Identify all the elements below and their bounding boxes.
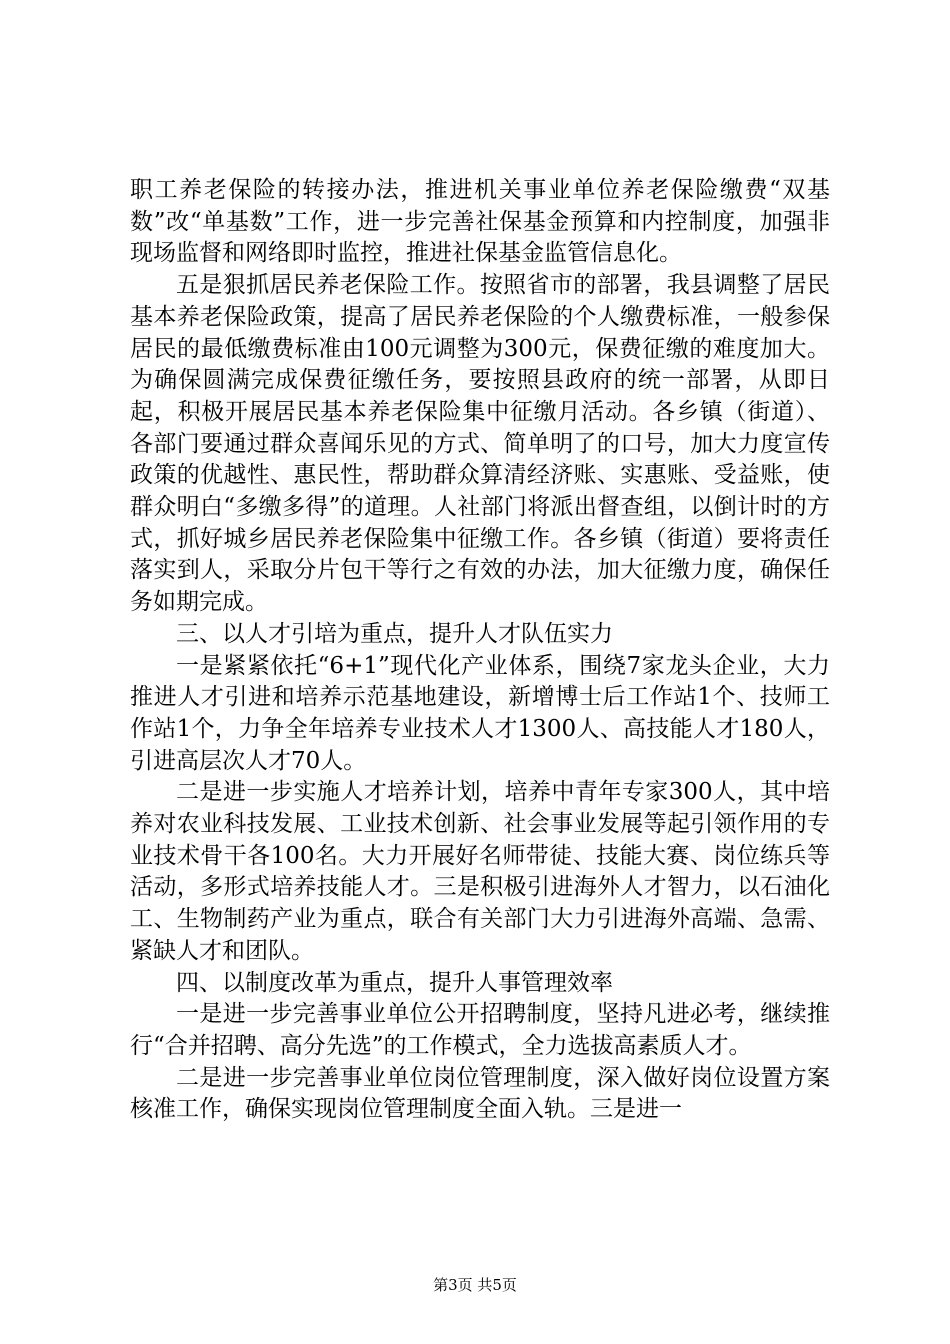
paragraph-4: 一是紧紧依托“6+1”现代化产业体系，围绕7家龙头企业，大力推进人才引进和培养示范基地建设，新增博士后工作站1个、技师工作站1个，力争全年培养专业技术人才1300人、高技能人才180人，引进高层次人才70人。 (130, 652, 830, 774)
paragraph-5: 二是进一步实施人才培养计划，培养中青年专家300人，其中培养对农业科技发展、工业技术创新、社会事业发展等起引领作用的专业技术骨干各100名。大力开展好名师带徒、技能大赛、岗位练兵等活动，多形式培养技能人才。三是积极引进海外人才智力，以石油化工、生物制药产业为重点，联合有关部门大力引进海外高端、急需、紧缺人才和团队。 (130, 779, 830, 964)
paragraph-1: 职工养老保险的转接办法，推进机关事业单位养老保险缴费“双基数”改“单基数”工作，进一步完善社保基金预算和内控制度，加强非现场监督和网络即时监控，推进社保基金监管信息化。 (130, 177, 830, 267)
section-heading-3: 三、以人才引培为重点，提升人才队伍实力 (176, 620, 613, 647)
paragraph-8: 二是进一步完善事业单位岗位管理制度，深入做好岗位设置方案核准工作，确保实现岗位管理制度全面入轨。三是进一 (130, 1064, 830, 1123)
paragraph-7: 一是进一步完善事业单位公开招聘制度，坚持凡进必考，继续推行“合并招聘、高分先选”的工作模式，全力选拔高素质人才。 (130, 1001, 830, 1059)
document-body (130, 175, 830, 1126)
page-footer: 第3页 共5页 (433, 1276, 517, 1294)
section-heading-4: 四、以制度改革为重点，提升人事管理效率 (176, 969, 613, 996)
paragraph-2: 五是狠抓居民养老保险工作。按照省市的部署，我县调整了居民基本养老保险政策，提高了居民养老保险的个人缴费标准，一般参保居民的最低缴费标准由100元调整为300元，保费征缴的难度加大。为确保圆满完成保费征缴任务，要按照县政府的统一部署，从即日起，积极开展居民基本养老保险集中征缴月活动。各乡镇（街道）、各部门要通过群众喜闻乐见的方式、简单明了的口号，加大力度宣传政策的优越性、惠民性，帮助群众算清经济账、实惠账、受益账，使群众明白“多缴多得”的道理。人社部门将派出督查组，以倒计时的方式，抓好城乡居民养老保险集中征缴工作。各乡镇（街道）要将责任落实到人，采取分片包干等行之有效的办法，加大征缴力度，确保任务如期完成。 (130, 272, 830, 616)
